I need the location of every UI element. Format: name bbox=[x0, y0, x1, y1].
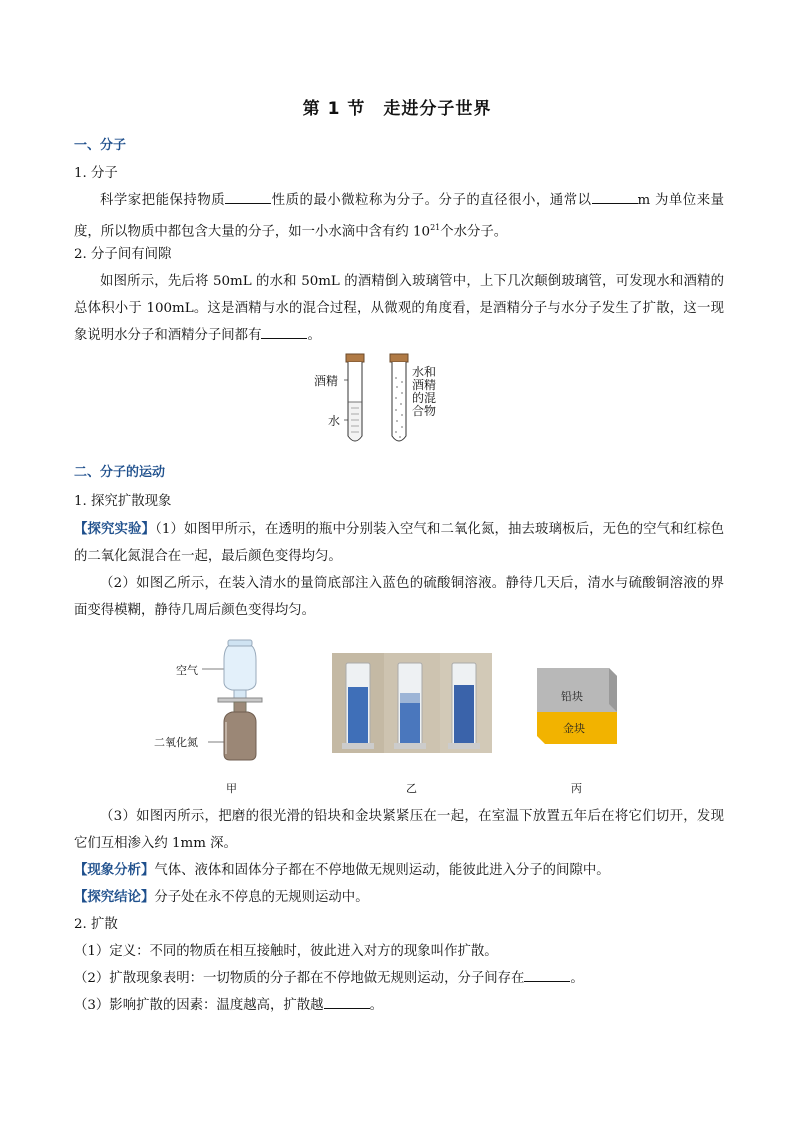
yi-drawing bbox=[332, 653, 492, 753]
paragraph-experiment-1: 【探究实验】（1）如图甲所示，在透明的瓶中分别装入空气和二氧化氮，抽去玻璃板后，无色的空气和红棕色的二氧化氮混合在一起，最后颜色变得均匀。 bbox=[74, 521, 724, 564]
heading-molecule: 一、分子 bbox=[74, 138, 127, 153]
tag-conclusion: 【探究结论】 bbox=[74, 889, 155, 905]
subheading-diffusion: 2. 扩散 bbox=[74, 917, 118, 932]
page-title bbox=[0, 94, 794, 119]
label-water: 水 bbox=[328, 414, 341, 428]
paragraph-gaps: 如图所示，先后将 50mL 的水和 50mL 的酒精倒入玻璃管中，上下几次颠倒玻璃管，可发现水和酒精的总体积小于 100mL。这是酒精与水的混合过程，从微观的角度看，是酒精分子与水分子发生了扩散，这一现象说明水分子和酒精分子间都有 。 bbox=[74, 274, 724, 343]
heading-motion: 二、分子的运动 bbox=[74, 465, 166, 480]
label-gold: 金块 bbox=[563, 722, 585, 735]
subheading-diffusion-experiment: 1. 探究扩散现象 bbox=[74, 494, 172, 509]
tag-experiment: 【探究实验】 bbox=[74, 521, 156, 537]
paragraph-experiment-3: （3）如图丙所示，把磨的很光滑的铅块和金块紧紧压在一起，在室温下放置五年后在将它们切开，发现它们互相渗入约 1mm 深。 bbox=[74, 809, 724, 851]
label-no2: 二氧化氮 bbox=[154, 736, 198, 749]
answer-blank-1[interactable] bbox=[225, 188, 271, 204]
label-air: 空气 bbox=[176, 664, 198, 677]
section-number: 第 1 节 bbox=[302, 99, 366, 119]
subheading-gaps: 2. 分子间有间隙 bbox=[74, 247, 172, 262]
figure-tubes bbox=[310, 352, 450, 448]
paragraph-analysis: 【现象分析】气体、液体和固体分子都在不停地做无规则运动，能彼此进入分子的间隙中。 bbox=[74, 862, 610, 878]
answer-blank-3[interactable] bbox=[261, 323, 307, 339]
paragraph-definition: （1）定义：不同的物质在相互接触时，彼此进入对方的现象叫作扩散。 bbox=[74, 944, 498, 959]
caption-jia: 甲 bbox=[226, 782, 237, 795]
label-alcohol: 酒精 bbox=[314, 374, 339, 388]
figure-yi bbox=[332, 653, 492, 753]
answer-blank-4[interactable] bbox=[524, 966, 570, 982]
paragraph-conclusion: 【探究结论】分子处在永不停息的无规则运动中。 bbox=[74, 889, 369, 905]
section-name: 走进分子世界 bbox=[383, 99, 492, 119]
paragraph-experiment-2: （2）如图乙所示，在装入清水的量筒底部注入蓝色的硫酸铜溶液。静待几天后，清水与硫酸铜溶液的界面变得模糊，静待几周后颜色变得均匀。 bbox=[74, 576, 724, 618]
paragraph-indication: （2）扩散现象表明：一切物质的分子都在不停地做无规则运动，分子间存在 。 bbox=[74, 965, 724, 992]
label-mixture: 水和酒精的混合物 bbox=[412, 365, 437, 418]
label-lead: 铅块 bbox=[561, 690, 583, 703]
answer-blank-2[interactable] bbox=[592, 188, 638, 204]
jia-drawing bbox=[150, 636, 290, 766]
answer-blank-5[interactable] bbox=[324, 993, 370, 1009]
subheading-molecule: 1. 分子 bbox=[74, 166, 118, 181]
paragraph-factors: （3）影响扩散的因素：温度越高，扩散越 。 bbox=[74, 992, 724, 1019]
tag-analysis: 【现象分析】 bbox=[74, 862, 155, 878]
paragraph-molecule-definition: 科学家把能保持物质 性质的最小微粒称为分子。分子的直径很小，通常以 m 为单位来量度，所以物质中都包含大量的分子，如一小水滴中含有约 $10^{21}$个水分子。 bbox=[74, 187, 724, 245]
figure-jia bbox=[150, 636, 290, 766]
caption-bing: 丙 bbox=[571, 782, 582, 795]
caption-yi: 乙 bbox=[406, 782, 417, 795]
figure-bing bbox=[537, 668, 617, 744]
